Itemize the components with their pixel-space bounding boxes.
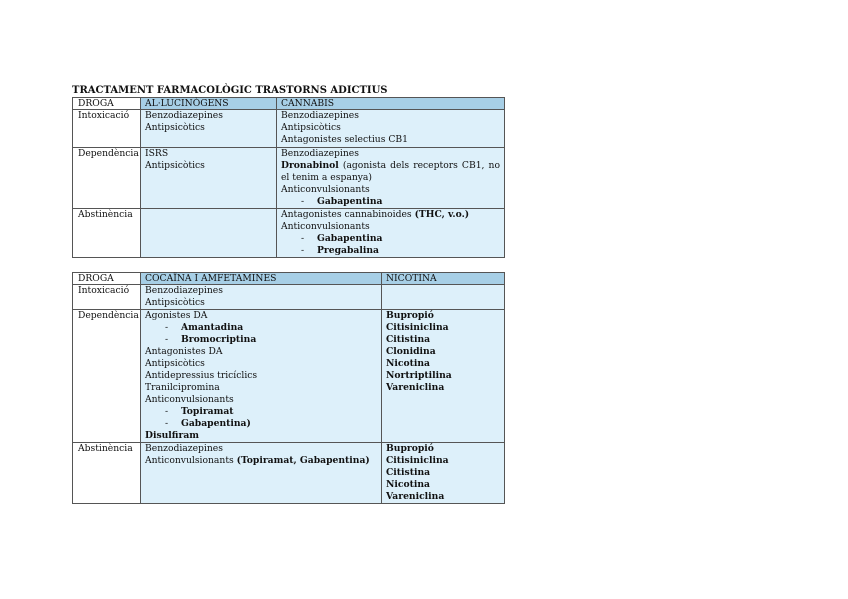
drug-note: (agonista dels receptors CB1, no el tenim a espanya) [281,160,500,183]
cell-abs-alucinogens [141,209,277,258]
drug-item: Benzodiazepines [281,148,359,159]
cell-dep-cocaina [141,310,382,443]
drug-name-bold: Pregabalina [317,245,379,256]
cell-abs-nicotina [382,443,505,504]
drug-text: Antagonistes cannabinoides [281,209,415,220]
cell-intox-cocaina [141,285,382,310]
drug-item: Antidepressius tricíclics [145,370,258,381]
header-nicotina: NICOTINA [382,273,505,285]
dash-marker: - [301,233,305,244]
cell-intox-cannabis [277,110,505,148]
drug-item-bold: Nicotina [386,358,430,369]
drug-item-bold: Nicotina [386,479,430,490]
drug-item-bold: Citisiniclina [386,455,449,466]
row-label-abstinencia: Abstinència [73,209,141,258]
cell-abs-cocaina [141,443,382,504]
drug-item [145,455,377,467]
table-row [73,110,505,148]
header-droga: DROGA [73,273,141,285]
drug-item-bold: Citistina [386,467,431,478]
table-row [73,209,505,258]
drug-item: Antipsicòtics [145,358,205,369]
table-header-row [73,98,505,110]
drug-name-bold: Gabapentina [317,196,383,207]
drug-note-bold: (THC, v.o.) [414,209,470,220]
cell-dep-cannabis [277,148,505,209]
drug-item-bold: Clonidina [386,346,436,357]
page-title: TRACTAMENT FARMACOLÒGIC TRASTORNS ADICTIUS [72,85,388,96]
drug-item: Anticonvulsionants [281,221,370,232]
drug-item-bold: Disulfiram [145,430,199,441]
row-label-dependencia: Dependència [73,148,141,209]
drug-item: Antipsicòtics [145,122,205,133]
drug-name-bold: Topiramat [181,406,234,417]
drug-name-bold: Gabapentina) [181,418,251,429]
drug-text: Anticonvulsionants [145,455,237,466]
drug-item: Antipsicòtics [145,297,205,308]
drug-item-bold: Vareniclina [386,382,445,393]
drug-item: Benzodiazepines [281,110,359,121]
drug-subitem [145,406,377,418]
header-alucinogens: AL·LUCINÒGENS [141,98,277,110]
drug-item: Antipsicòtics [281,122,341,133]
cell-intox-alucinogens [141,110,277,148]
drug-name-bold: Gabapentina [317,233,383,244]
drug-item: Antagonistes DA [145,346,223,357]
drug-item: Tranilcipromina [145,382,220,393]
dash-marker: - [165,418,169,429]
drug-item: Antagonistes selectius CB1 [281,134,408,145]
row-label-abstinencia: Abstinència [73,443,141,504]
header-cannabis: CANNABIS [277,98,505,110]
dash-marker: - [165,334,169,345]
dash-marker: - [301,245,305,256]
drug-item-bold: Bupropió [386,443,434,454]
drug-item: Benzodiazepines [145,285,223,296]
table-header-row [73,273,505,285]
header-cocaina-amfetamines: COCAÏNA I AMFETAMINES [141,273,382,285]
header-droga: DROGA [73,98,141,110]
dash-marker: - [301,196,305,207]
drug-item-bold: Citisiniclina [386,322,449,333]
table-row [73,148,505,209]
drug-item [281,209,500,221]
drug-name-bold: Amantadina [181,322,244,333]
drug-subitem [145,418,377,430]
row-label-intoxicacio: Intoxicació [73,285,141,310]
row-label-intoxicacio: Intoxicació [73,110,141,148]
drug-item-bold: Vareniclina [386,491,445,502]
drug-item: Benzodiazepines [145,110,223,121]
dash-marker: - [165,322,169,333]
table-row [73,443,505,504]
drug-item-bold: Citistina [386,334,431,345]
drug-item-bold: Nortriptilina [386,370,452,381]
cell-intox-nicotina [382,285,505,310]
table-row [73,285,505,310]
cell-dep-nicotina [382,310,505,443]
drug-item-dronabinol [281,160,500,184]
drug-subitem [281,233,500,245]
cell-abs-cannabis [277,209,505,258]
drug-item: Anticonvulsionants [281,184,370,195]
drug-item: Anticonvulsionants [145,394,234,405]
drug-subitem [145,334,377,346]
table-alucinogens-cannabis [72,97,505,258]
drug-name-bold: Dronabinol [281,160,339,171]
dash-marker: - [165,406,169,417]
drug-item: Agonistes DA [145,310,208,321]
table-cocaina-nicotina [72,272,505,504]
drug-subitem [145,322,377,334]
row-label-dependencia: Dependència [73,310,141,443]
drug-note-bold: (Topiramat, Gabapentina) [236,455,370,466]
drug-subitem [281,245,500,257]
cell-dep-alucinogens [141,148,277,209]
drug-name-bold: Bromocriptina [181,334,257,345]
drug-item: ISRS [145,148,169,159]
drug-subitem [281,196,500,208]
table-row [73,310,505,443]
drug-item: Benzodiazepines [145,443,223,454]
drug-item-bold: Bupropió [386,310,434,321]
drug-item: Antipsicòtics [145,160,205,171]
